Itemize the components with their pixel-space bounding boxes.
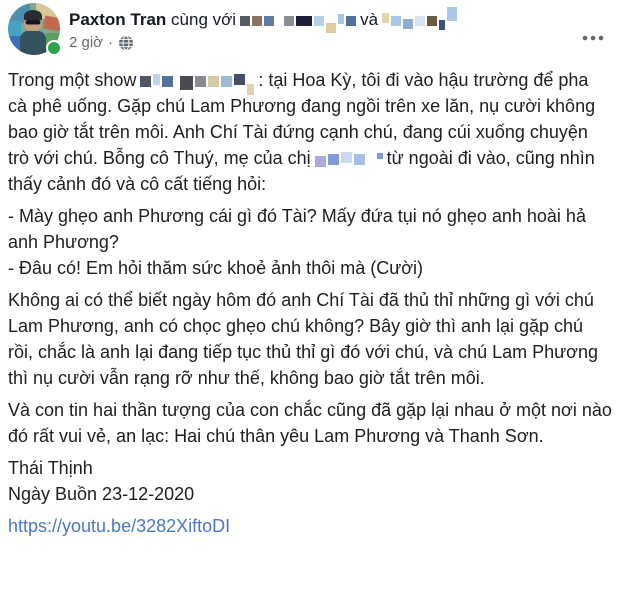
signature-author: Thái Thịnh	[8, 458, 93, 478]
post-signature	[8, 455, 612, 507]
more-options-button[interactable]	[576, 22, 610, 52]
header-text	[69, 3, 612, 51]
redacted-show-name	[140, 75, 254, 89]
redacted-tagged-friend-2[interactable]	[382, 14, 457, 28]
post-paragraph-2	[8, 203, 612, 281]
avatar[interactable]	[8, 3, 60, 55]
post-paragraph-3: Không ai có thể biết ngày hôm đó anh Chí Tài đã thủ thỉ những gì với chú Lam Phương, anh có chọc ghẹo chú không? Bây giờ thì anh lại gặp chú rồi, chắc là anh lại đang tiếp tục thủ thỉ gì đó với chú, và chú Lam Phương thì nụ cười vẫn rạng rỡ như thế, không bao giờ tắt trên môi.	[8, 290, 599, 388]
post-paragraph-1	[8, 67, 612, 197]
and-text: và	[360, 10, 379, 29]
post-header	[8, 0, 612, 62]
dialogue-line-1: - Mày ghẹo anh Phương cái gì đó Tài? Mấy đứa tụi nó ghẹo anh hoài hả anh Phương?	[8, 206, 586, 252]
author-name[interactable]: Paxton Tran	[69, 10, 167, 29]
youtube-link[interactable]: https://youtu.be/3282XiftoDI	[8, 516, 231, 536]
redacted-tagged-friend-1[interactable]	[240, 16, 356, 26]
with-text: cùng với	[171, 10, 237, 29]
three-dots-icon	[582, 35, 604, 41]
signature-song-title: Ngày Buồn 23-12-2020	[8, 484, 195, 504]
post-body	[8, 67, 612, 539]
p1-text-b: : tại Hoa Kỳ, tôi đi vào hậu trường để pha cà phê uống. Gặp chú Lam Phương đang ngồi trên xe lăn, nụ cười không bao giờ tắt trên môi. Anh Chí Tài đứng cạnh chú, đang cúi xuống chuyện trò với chú. Bỗng cô Thuý, mẹ của chị	[8, 70, 596, 168]
online-green-dot	[46, 40, 62, 56]
redacted-person-name	[315, 154, 383, 165]
timestamp[interactable]: 2 giờ	[69, 34, 104, 51]
p1-text-c: từ ngoài đi vào, cũng nhìn thấy cảnh đó và cô cất tiếng hỏi:	[8, 148, 595, 194]
globe-public-icon	[118, 35, 134, 51]
post-link-paragraph	[8, 513, 612, 539]
dialogue-line-2: - Đâu có! Em hỏi thăm sức khoẻ ảnh thôi mà (Cười)	[8, 258, 424, 278]
post-meta-line	[69, 34, 612, 51]
dot-separator: ·	[108, 34, 114, 51]
p1-text-a: Trong một show	[8, 70, 137, 90]
post-paragraph-4: Và con tin hai thần tượng của con chắc cũng đã gặp lại nhau ở một nơi nào đó rất vui vẻ, an lạc: Hai chú thân yêu Lam Phương và Thanh Sơn.	[8, 400, 612, 446]
post-title-line	[69, 8, 612, 31]
